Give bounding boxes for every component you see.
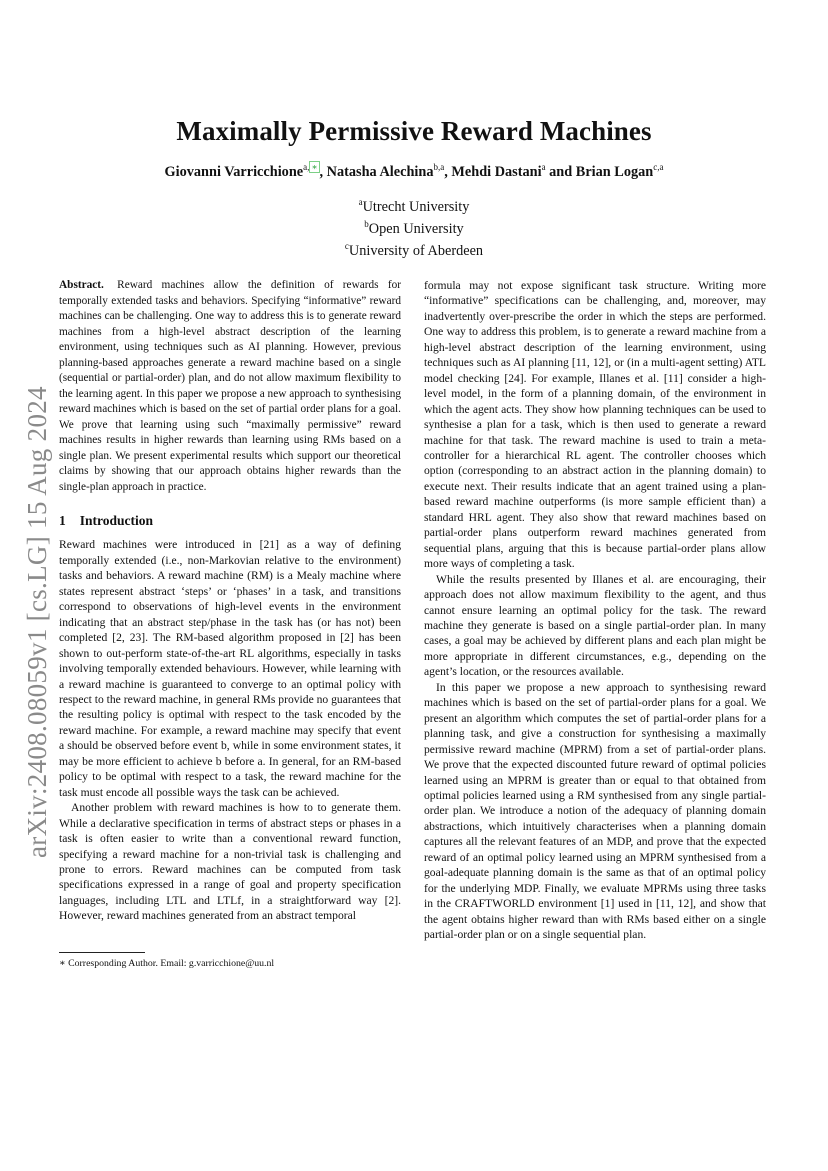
section-title: Introduction <box>79 513 154 528</box>
right-column <box>424 278 766 942</box>
body-paragraph: In this paper we propose a new approach to synthesising reward machines which is based on the set of partial-order plans for a goal. We present an algorithm which computes the set of partial-order plans for a planning task, and give a construction for synthesising a maximally permissive reward machine (MPRM) from a set of partial-order plans. We prove that the expected discounted future reward of optimal policies learned using an MPRM is greater than or equal to that obtained from optimal policies learned using a RM synthesised from any single partial-order plan. We introduce a notion of the adequacy of planning domain abstractions, which intuitively characterises when a planning domain captures all the relevant features of an MDP, and prove that the expected reward of an optimal policy learned using an MPRM synthesised from a goal-adequate planning domain is the same as that of an optimal policy for the underlying MDP. Finally, we evaluate MPRMs using three tasks in the CRAFTWORLD environment [1] used in [11, 12], and show that the agent obtains higher reward than with RMs based either on a single partial-order plan or on a single sequential plan. <box>424 680 766 942</box>
section-number: 1 <box>59 513 66 528</box>
body-paragraph: While the results presented by Illanes et al. are encouraging, their approach does not allow maximum flexibility to the agent, and thus cannot ensure learning an optimal policy for the task. The reward machine they generate is based on a single partial-order plan. In many cases, a goal may be achieved by different plans and each plan might be more appropriate in different circumstances, e.g., depending on the agent’s location, or the resources available. <box>424 572 766 679</box>
author-name: Natasha Alechina <box>326 163 434 180</box>
footnote-divider <box>59 952 145 953</box>
footnote: ∗ Corresponding Author. Email: g.varricchione@uu.nl <box>59 958 275 969</box>
arxiv-stamp[interactable]: arXiv:2408.08059v1 [cs.LG] 15 Aug 2024 <box>22 386 52 858</box>
paper-title: Maximally Permissive Reward Machines <box>176 116 652 146</box>
affiliation: $^c$University of Aberdeen <box>344 240 484 259</box>
abstract-text: Reward machines allow the definition of rewards for temporally extended tasks and behaviors. Specifying “informative” reward machines can be challenging. One way to address this is to generate reward machines from a high-level abstract description of the learning environment, using techniques such as AI planning. However, previous planning-based approaches generate a reward machine based on a single (sequential or partial-order) plan, and do not allow maximum flexibility to the learning agent. In this paper we propose a new approach to synthesising reward machines which is based on the set of partial order plans for a goal. We prove that learning using such “maximally permissive” reward machines results in higher rewards than learning using RMs based on a single plan. We present experimental results which support our theoretical claims by showing that our approach obtains higher rewards than the single-plan approach in practice. <box>59 279 401 493</box>
affiliations <box>0 194 828 259</box>
author-name: Giovanni Varricchione <box>164 163 304 180</box>
author-list: Giovanni Varricchione$^{a,}$ ∗ , Natasha Alechina$^{b,a}$, Mehdi Dastani$^a$ and Brian Logan$^{c,a}$ <box>164 162 664 180</box>
author-affil-mark: a <box>541 162 546 172</box>
body-paragraph: Another problem with reward machines is how to to generate them. While a declarative specification in terms of abstract steps or phases in a task is often easier to write than a conventional reward function, specifying a reward machine for a non-trivial task is challenging and prone to errors. Reward machines can be computed from task specifications expressed in a range of goal and property specification languages, including LTL and LTLf, in a straightforward way [2]. However, reward machines generated from an abstract temporal <box>59 801 401 923</box>
body-paragraph: formula may not expose significant task structure. Writing more “informative” specifications can be challenging, and, moreover, may inadvertently over-prescribe the order in which the steps are performed. One way to address this problem, is to generate a reward machine from a high-level abstract description of the learning environment, using techniques such as AI planning [11, 12], or (in a multi-agent setting) ATL model checking [24]. For example, Illanes et al. [11] consider a high-level model, in the form of a planning domain, of the environment in which the agent acts. They show how planning techniques can be used to synthesise a plan for a task, which is then used to generate a reward machine for that task. The reward machine is used to train a meta-controller for a hierarchical RL agent. The controller chooses which option (corresponding to an abstract action in the planning domain) to execute next. Their results indicate that an agent trained using a plan-based reward machine outperforms (is more sample efficient than) a standard HRL agent. They also show that reward machines based on partial-order plans outperform reward machines generated from sequential plans, arguing that this is because partial-order plans allow more ways of completing a task. <box>424 279 766 571</box>
left-column <box>59 278 401 924</box>
body-paragraph: Reward machines were introduced in [21] as a way of defining temporally extended (i.e., non-Markovian relative to the environment) tasks and behaviors. A reward machine (RM) is a Mealy machine where states represent abstract ‘steps’ or ‘phases’ in a task, and transitions correspond to observations of high-level events in the environment indicating that an abstract step/phase in the task has (or has not) been completed [2, 23]. The RM-based algorithm proposed in [2] has been shown to out-perform state-of-the-art RL algorithms, especially in tasks involving temporally extended behaviours. However, while learning with a reward machine is guaranteed to converge to an optimal policy with respect to the reward machine, in general RMs provide no guarantees that the resulting policy is optimal with respect to the task encoded by the reward machine. For example, a reward machine may specify that event a should be observed before event b, while in some environment states, it may be more efficient to achieve b before a. In general, for an RM-based policy to be optimal with respect to a task, the reward machine for the task must encode all possible ways the task can be achieved. <box>59 538 401 799</box>
author-name: Brian Logan <box>575 163 654 180</box>
author-name: Mehdi Dastani <box>451 163 542 180</box>
section-heading <box>59 513 401 528</box>
author-affil-mark: c,a <box>653 162 664 172</box>
abstract <box>59 278 401 495</box>
affiliation: $^b$Open University <box>364 218 464 237</box>
abstract-label: Abstract. <box>59 279 104 291</box>
author-affil-mark: a, <box>303 162 310 172</box>
author-affil-mark: b,a <box>433 162 445 172</box>
footnote-link[interactable]: ∗ <box>311 162 318 172</box>
affiliation: $^a$Utrecht University <box>358 197 470 215</box>
